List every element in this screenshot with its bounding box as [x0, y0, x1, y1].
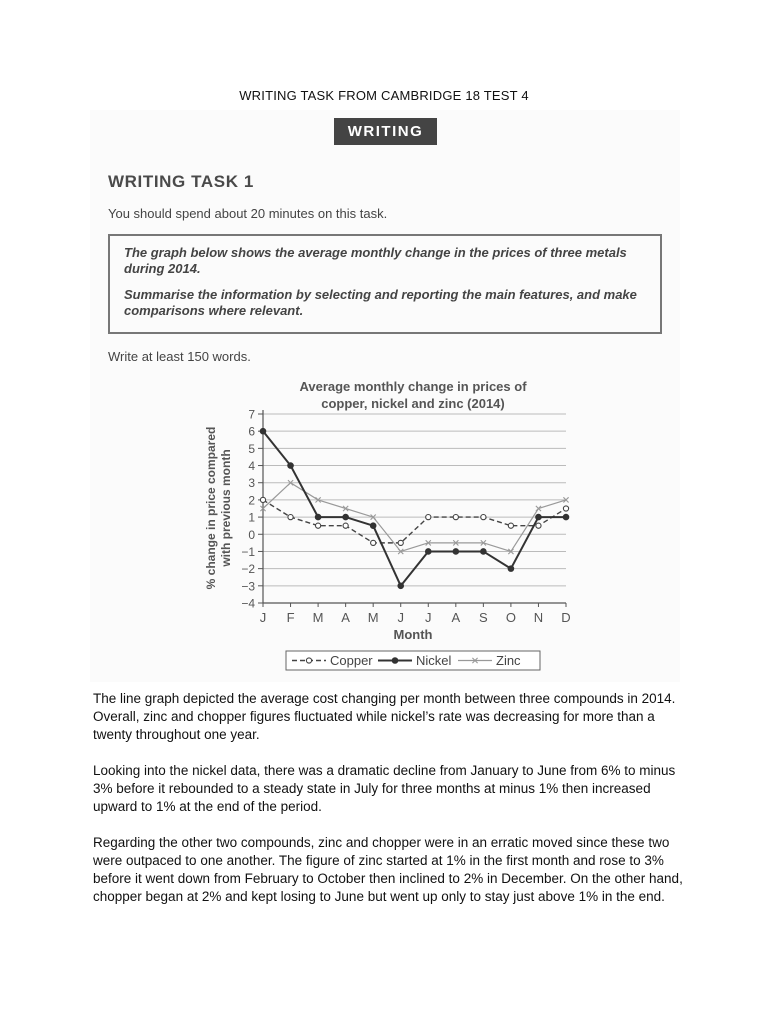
nickel-point: [536, 514, 542, 520]
essay-paragraph-1: The line graph depicted the average cost changing per month between three compounds in 2014. Overall, zinc and chopper figures fluctuated while nickel’s rate was decreasing for more than a twenty throughout one year.: [93, 691, 676, 742]
y-tick-label: 5: [248, 441, 255, 456]
x-tick-label: O: [505, 610, 516, 625]
x-tick-label: A: [341, 610, 350, 625]
line-chart: [190, 376, 590, 676]
word-count-requirement: Write at least 150 words.: [108, 349, 251, 364]
series-copper: [260, 497, 568, 545]
legend-label: Copper: [330, 653, 373, 668]
x-tick-label: J: [259, 610, 267, 625]
x-tick-label: D: [561, 610, 571, 625]
y-tick-label: 7: [248, 407, 255, 422]
legend-label: Zinc: [496, 653, 521, 668]
x-tick-label: J: [425, 610, 432, 625]
copper-point: [563, 506, 568, 511]
y-tick-label: 1: [248, 510, 255, 525]
copper-point: [508, 523, 513, 528]
copper-point: [426, 514, 431, 519]
y-tick-label: 0: [248, 527, 255, 542]
copper-point: [315, 523, 320, 528]
copper-point: [306, 658, 311, 663]
x-axis-label: Month: [393, 627, 433, 642]
task-prompt-description: The graph below shows the average monthly change in the prices of three metals during 2014.: [124, 245, 627, 276]
copper-point: [398, 540, 403, 545]
copper-point: [453, 514, 458, 519]
x-tick-label: M: [312, 610, 324, 625]
essay-paragraph-2: Looking into the nickel data, there was a dramatic decline from January to June from 6% to minus 3% before it rebounded to a steady state in July for three months at minus 1% then increased upward to 1% at the end of the period.: [93, 763, 676, 814]
x-tick-label: N: [533, 610, 544, 625]
nickel-point: [288, 463, 294, 469]
y-tick-label: −3: [241, 579, 255, 594]
nickel-point: [508, 566, 514, 572]
task-heading: WRITING TASK 1: [108, 172, 254, 191]
nickel-line: [263, 431, 566, 586]
nickel-point: [563, 514, 569, 520]
y-tick-label: 2: [248, 493, 255, 508]
document-title: WRITING TASK FROM CAMBRIDGE 18 TEST 4: [239, 88, 529, 103]
x-tick-label: S: [479, 610, 488, 625]
essay-paragraph-3: Regarding the other two compounds, zinc and chopper were in an erratic moved since these two were outpaced to one another. The figure of zinc started at 1% in the first month and rose to 3% before it went down from February to October then inclined to 2% in December. On the other hand, chopper began at 2% and kept losing to June but went up only to stay just above 1% in the end.: [93, 835, 683, 904]
task-instruction: You should spend about 20 minutes on this task.: [108, 206, 388, 221]
copper-point: [481, 514, 486, 519]
nickel-point: [392, 658, 398, 664]
nickel-point: [425, 549, 431, 555]
nickel-point: [453, 549, 459, 555]
nickel-point: [398, 583, 404, 589]
copper-point: [260, 497, 265, 502]
y-axis-label-line-1: % change in price compared: [204, 426, 218, 590]
x-tick-label: J: [397, 610, 404, 625]
nickel-point: [370, 523, 376, 529]
task-prompt-box: [108, 234, 662, 334]
task-prompt-summarise: Summarise the information by selecting and reporting the main features, and make comparisons where relevant.: [124, 287, 637, 318]
y-tick-label: 4: [248, 459, 255, 474]
y-axis-label-line-2: with previous month: [219, 449, 233, 567]
nickel-point: [343, 514, 349, 520]
x-tick-label: M: [367, 610, 379, 625]
copper-point: [288, 514, 293, 519]
series-nickel: [260, 428, 569, 588]
copper-point: [371, 540, 376, 545]
x-tick-label: F: [286, 610, 295, 625]
nickel-point: [260, 428, 266, 434]
y-tick-label: 3: [248, 476, 255, 491]
chart-title-line-1: Average monthly change in prices of: [299, 379, 527, 394]
writing-badge: WRITING: [334, 118, 437, 145]
y-tick-label: −1: [241, 544, 255, 559]
y-tick-label: −2: [241, 562, 255, 577]
x-tick-label: A: [451, 610, 461, 625]
nickel-point: [481, 549, 487, 555]
y-tick-label: −4: [241, 596, 255, 611]
y-tick-label: 6: [248, 424, 255, 439]
legend-label: Nickel: [416, 653, 452, 668]
copper-point: [536, 523, 541, 528]
copper-point: [343, 523, 348, 528]
nickel-point: [315, 514, 321, 520]
chart-title-line-2: copper, nickel and zinc (2014): [321, 396, 505, 411]
